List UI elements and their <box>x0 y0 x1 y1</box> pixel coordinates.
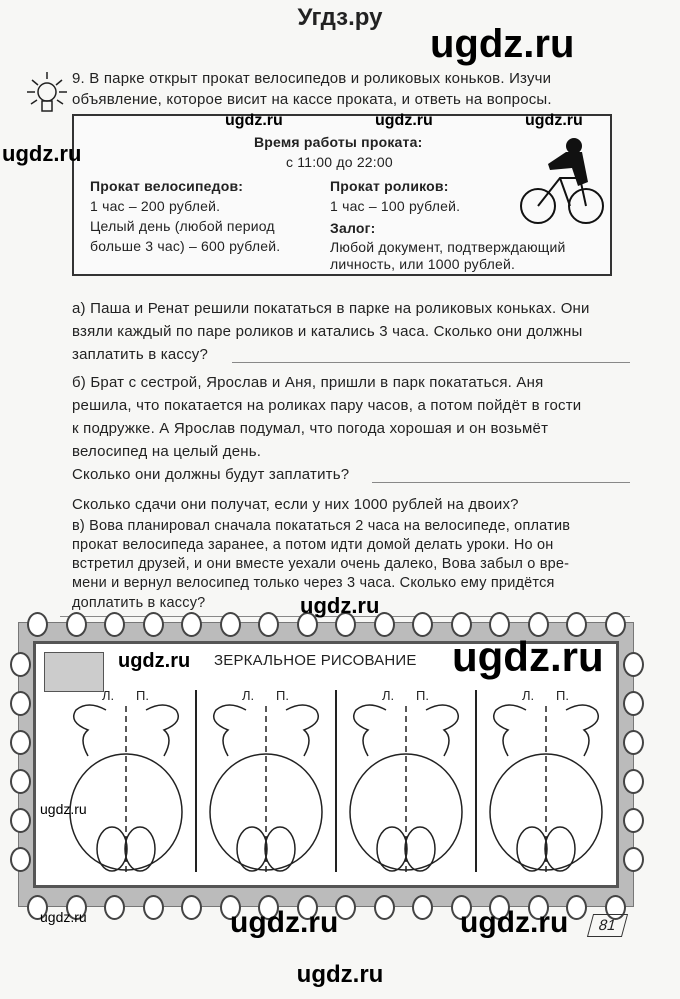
left-label: Л. <box>242 688 255 703</box>
left-label: Л. <box>102 688 115 703</box>
watermark: ugdz.ru <box>2 141 82 166</box>
watermark: ugdz.ru <box>300 593 380 618</box>
bikes-title: Прокат велосипедов: <box>90 178 244 194</box>
frame-dot <box>10 847 31 872</box>
question-v: встретил друзей, и они вместе уехали очень далеко, Вова забыл о вре- <box>72 556 570 572</box>
question-a: а) Паша и Ренат решили покататься в парке на роликовых коньках. Они <box>72 300 590 317</box>
right-label: П. <box>276 688 289 703</box>
hours-title: Время работы проката: <box>254 134 423 150</box>
right-label: П. <box>136 688 149 703</box>
task-text-line1: 9. В парке открыт прокат велосипедов и роликовых коньков. Изучи <box>72 70 552 87</box>
question-v: мени и вернул велосипед только через 3 часа. Сколько ему придётся <box>72 575 555 591</box>
frame-dot <box>66 612 87 637</box>
watermark: ugdz.ru <box>430 22 575 66</box>
watermark: ugdz.ru <box>375 112 433 129</box>
frame-dot <box>412 612 433 637</box>
lightbulb-icon <box>26 70 68 120</box>
watermark: ugdz.ru <box>40 801 87 817</box>
frame-dot <box>374 895 395 920</box>
mirror-illustration <box>44 652 104 692</box>
question-v: в) Вова планировал сначала покататься 2 часа на велосипеде, оплатив <box>72 518 571 534</box>
bear-outline <box>210 705 322 872</box>
page-number: 81 <box>587 914 628 937</box>
right-label: П. <box>556 688 569 703</box>
frame-dot <box>181 612 202 637</box>
answer-line-b[interactable] <box>372 482 630 483</box>
frame-dot <box>623 652 644 677</box>
bear-templates <box>36 688 616 874</box>
question-b-change: Сколько сдачи они получат, если у них 1000 рублей на двоих? <box>72 496 519 513</box>
bear-outline <box>350 705 462 872</box>
question-a: заплатить в кассу? <box>72 346 209 363</box>
watermark: ugdz.ru <box>525 112 583 129</box>
cyclist-icon <box>520 134 606 234</box>
frame-dot <box>623 847 644 872</box>
frame-dot <box>258 612 279 637</box>
question-b: к подружке. А Ярослав подумал, что погода хорошая и он возьмёт <box>72 420 549 437</box>
question-b: б) Брат с сестрой, Ярослав и Аня, пришли в парк покататься. Аня <box>72 374 544 391</box>
left-label: Л. <box>522 688 535 703</box>
site-title: Угдз.ру <box>297 4 383 31</box>
watermark: ugdz.ru <box>230 906 339 939</box>
mirror-title: ЗЕРКАЛЬНОЕ РИСОВАНИЕ <box>214 652 417 669</box>
question-b: велосипед на целый день. <box>72 443 262 460</box>
frame-dot <box>104 612 125 637</box>
frame-dot <box>10 730 31 755</box>
watermark: ugdz.ru <box>40 909 87 925</box>
bikes-hour: 1 час – 200 рублей. <box>90 198 221 214</box>
right-label: П. <box>416 688 429 703</box>
deposit: личность, или 1000 рублей. <box>330 256 516 272</box>
frame-dot <box>104 895 125 920</box>
deposit: Любой документ, подтверждающий <box>330 239 566 255</box>
rollers-title: Прокат роликов: <box>330 178 449 194</box>
bear-outline <box>70 705 182 872</box>
frame-dot <box>10 691 31 716</box>
task-text-line2: объявление, которое висит на кассе проката, и ответь на вопросы. <box>72 91 552 108</box>
frame-dot <box>10 808 31 833</box>
frame-dot <box>220 612 241 637</box>
frame-dot <box>143 612 164 637</box>
left-label: Л. <box>382 688 395 703</box>
frame-dot <box>623 808 644 833</box>
question-b: Сколько они должны будут заплатить? <box>72 466 350 483</box>
frame-dot <box>623 730 644 755</box>
frame-dot <box>623 691 644 716</box>
frame-dot <box>143 895 164 920</box>
bikes-day: больше 3 час) – 600 рублей. <box>90 238 281 254</box>
watermark: ugdz.ru <box>452 633 604 680</box>
frame-dot <box>623 769 644 794</box>
frame-dot <box>566 895 587 920</box>
frame-dot <box>181 895 202 920</box>
question-v: доплатить в кассу? <box>72 595 206 611</box>
question-b: решила, что покатается на роликах пару часов, а потом пойдёт в гости <box>72 397 582 414</box>
watermark: ugdz.ru <box>225 112 283 129</box>
bikes-day: Целый день (любой период <box>90 218 275 234</box>
rental-notice <box>72 114 612 276</box>
deposit-title: Залог: <box>330 220 376 236</box>
watermark: ugdz.ru <box>296 961 384 988</box>
question-v: прокат велосипеда заранее, а потом идти домой делать уроки. Но он <box>72 537 554 553</box>
answer-line-a[interactable] <box>232 362 630 363</box>
watermark: ugdz.ru <box>118 650 191 672</box>
frame-dot <box>10 769 31 794</box>
question-a: взяли каждый по паре роликов и катались 3 часа. Сколько они должны <box>72 323 583 340</box>
watermark: ugdz.ru <box>460 906 569 939</box>
frame-dot <box>27 612 48 637</box>
frame-dot <box>605 612 626 637</box>
rollers-hour: 1 час – 100 рублей. <box>330 198 461 214</box>
hours: с 11:00 до 22:00 <box>286 154 393 170</box>
frame-dot <box>412 895 433 920</box>
frame-dot <box>10 652 31 677</box>
bear-outline <box>490 705 602 872</box>
